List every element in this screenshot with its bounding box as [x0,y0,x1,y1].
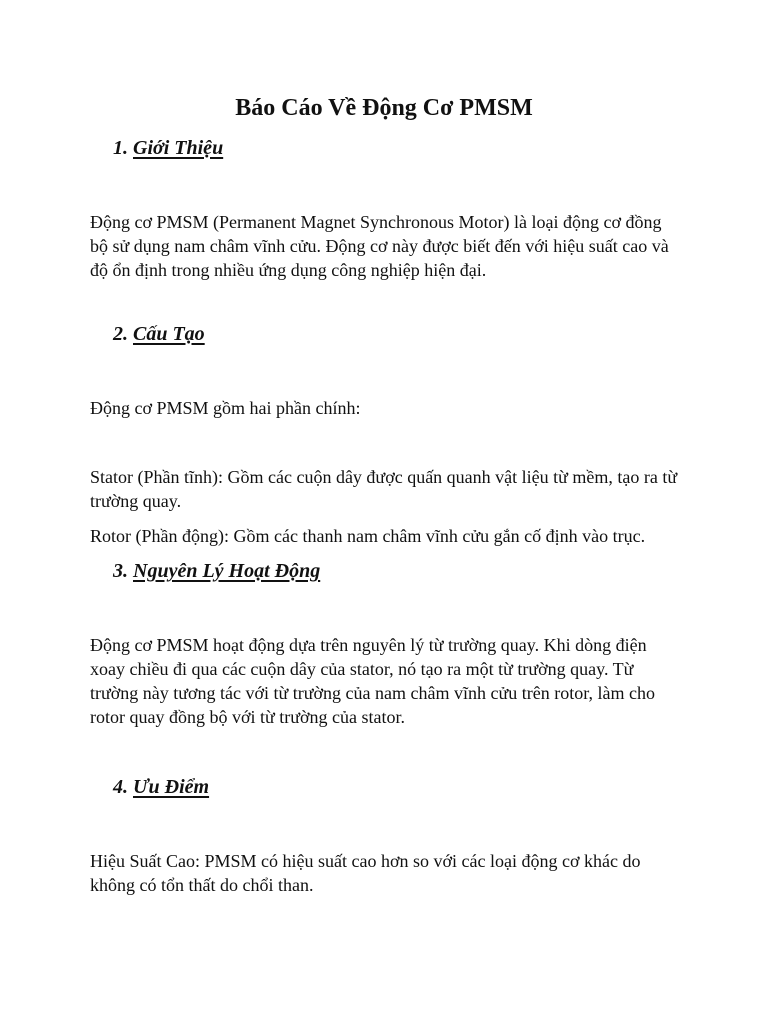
section-heading-gioi-thieu [113,134,223,162]
paragraph-stator: Stator (Phần tĩnh): Gồm các cuộn dây được quấn quanh vật liệu từ mềm, tạo ra từ trường quay. [90,467,678,511]
section-heading-uu-diem [113,773,209,801]
section-number: 1. [113,137,128,159]
section-number: 2. [113,323,128,345]
section-number: 4. [113,776,128,798]
section-heading-cau-tao [113,320,205,348]
paragraph-principle: Động cơ PMSM hoạt động dựa trên nguyên lý từ trường quay. Khi dòng điện xoay chiều đi qua các cuộn dây của stator, nó tạo ra một từ trường quay. Từ trường này tương tác với từ trường của nam châm vĩnh cửu trên rotor, làm cho rotor quay đồng bộ với từ trường của stator. [90,635,655,727]
paragraph-advantage-efficiency: Hiệu Suất Cao: PMSM có hiệu suất cao hơn so với các loại động cơ khác do không có tổn thất do chổi than. [90,851,641,895]
section-heading-nguyen-ly [113,557,320,585]
paragraph-rotor: Rotor (Phần động): Gồm các thanh nam châm vĩnh cửu gắn cố định vào trục. [90,526,646,546]
document-title: Báo Cáo Về Động Cơ PMSM [235,95,533,121]
section-title: Nguyên Lý Hoạt Động [133,560,321,582]
section-title: Giới Thiệu [133,137,224,159]
paragraph-intro: Động cơ PMSM (Permanent Magnet Synchronous Motor) là loại động cơ đồng bộ sử dụng nam châm vĩnh cửu. Động cơ này được biết đến với hiệu suất cao và độ ổn định trong nhiều ứng dụng công nghiệp hiện đại. [90,212,669,280]
paragraph-structure-intro: Động cơ PMSM gồm hai phần chính: [90,398,361,418]
section-number: 3. [113,560,128,582]
section-title: Cấu Tạo [133,323,205,345]
section-title: Ưu Điểm [133,776,210,798]
